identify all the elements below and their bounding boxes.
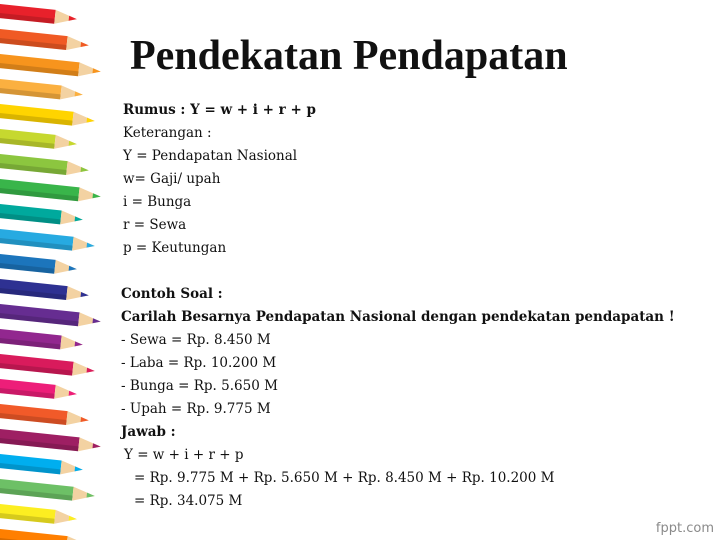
pencil xyxy=(0,278,90,302)
pencil xyxy=(0,428,101,453)
formula-item: i = Bunga xyxy=(123,194,192,210)
formula-item: r = Sewa xyxy=(123,217,187,233)
pencil xyxy=(0,78,84,101)
example-data-item: - Upah = Rp. 9.775 M xyxy=(121,401,271,417)
pencil xyxy=(0,53,101,78)
pencil xyxy=(0,528,90,540)
pencil xyxy=(0,328,84,351)
pencil xyxy=(0,453,84,476)
formula-item: w= Gaji/ upah xyxy=(123,171,221,187)
pencil xyxy=(0,128,78,151)
pencil xyxy=(0,503,78,526)
pencil xyxy=(0,303,101,328)
example-data-item: - Sewa = Rp. 8.450 M xyxy=(121,332,271,348)
example-data-item: - Laba = Rp. 10.200 M xyxy=(121,355,277,371)
formula-item: Y = Pendapatan Nasional xyxy=(123,148,298,164)
example-heading: Contoh Soal : xyxy=(121,286,223,302)
answer-line: = Rp. 34.075 M xyxy=(134,493,243,509)
pencil xyxy=(0,103,95,128)
formula-keterangan: Keterangan : xyxy=(123,125,212,141)
pencil xyxy=(0,228,95,253)
pencil xyxy=(0,28,90,52)
pencil xyxy=(0,478,95,503)
pencil xyxy=(0,203,84,226)
pencil xyxy=(0,403,90,427)
pencil xyxy=(0,253,78,276)
pencil xyxy=(0,353,95,378)
example-data-item: - Bunga = Rp. 5.650 M xyxy=(121,378,278,394)
pencil xyxy=(0,378,78,401)
pencil xyxy=(0,3,78,26)
answer-line: = Rp. 9.775 M + Rp. 5.650 M + Rp. 8.450 M + Rp. 10.200 M xyxy=(134,470,555,486)
pencil xyxy=(0,178,101,203)
answer-label: Jawab : xyxy=(121,424,176,440)
pencil xyxy=(0,153,90,177)
example-question: Carilah Besarnya Pendapatan Nasional dengan pendekatan pendapatan ! xyxy=(121,309,675,325)
page-title: Pendekatan Pendapatan xyxy=(130,33,568,79)
watermark: fppt.com xyxy=(655,521,714,536)
colored-pencils-decoration xyxy=(0,0,115,540)
answer-line: Y = w + i + r + p xyxy=(124,447,244,463)
formula-item: p = Keutungan xyxy=(123,240,227,256)
formula-rumus: Rumus : Y = w + i + r + p xyxy=(123,102,316,118)
